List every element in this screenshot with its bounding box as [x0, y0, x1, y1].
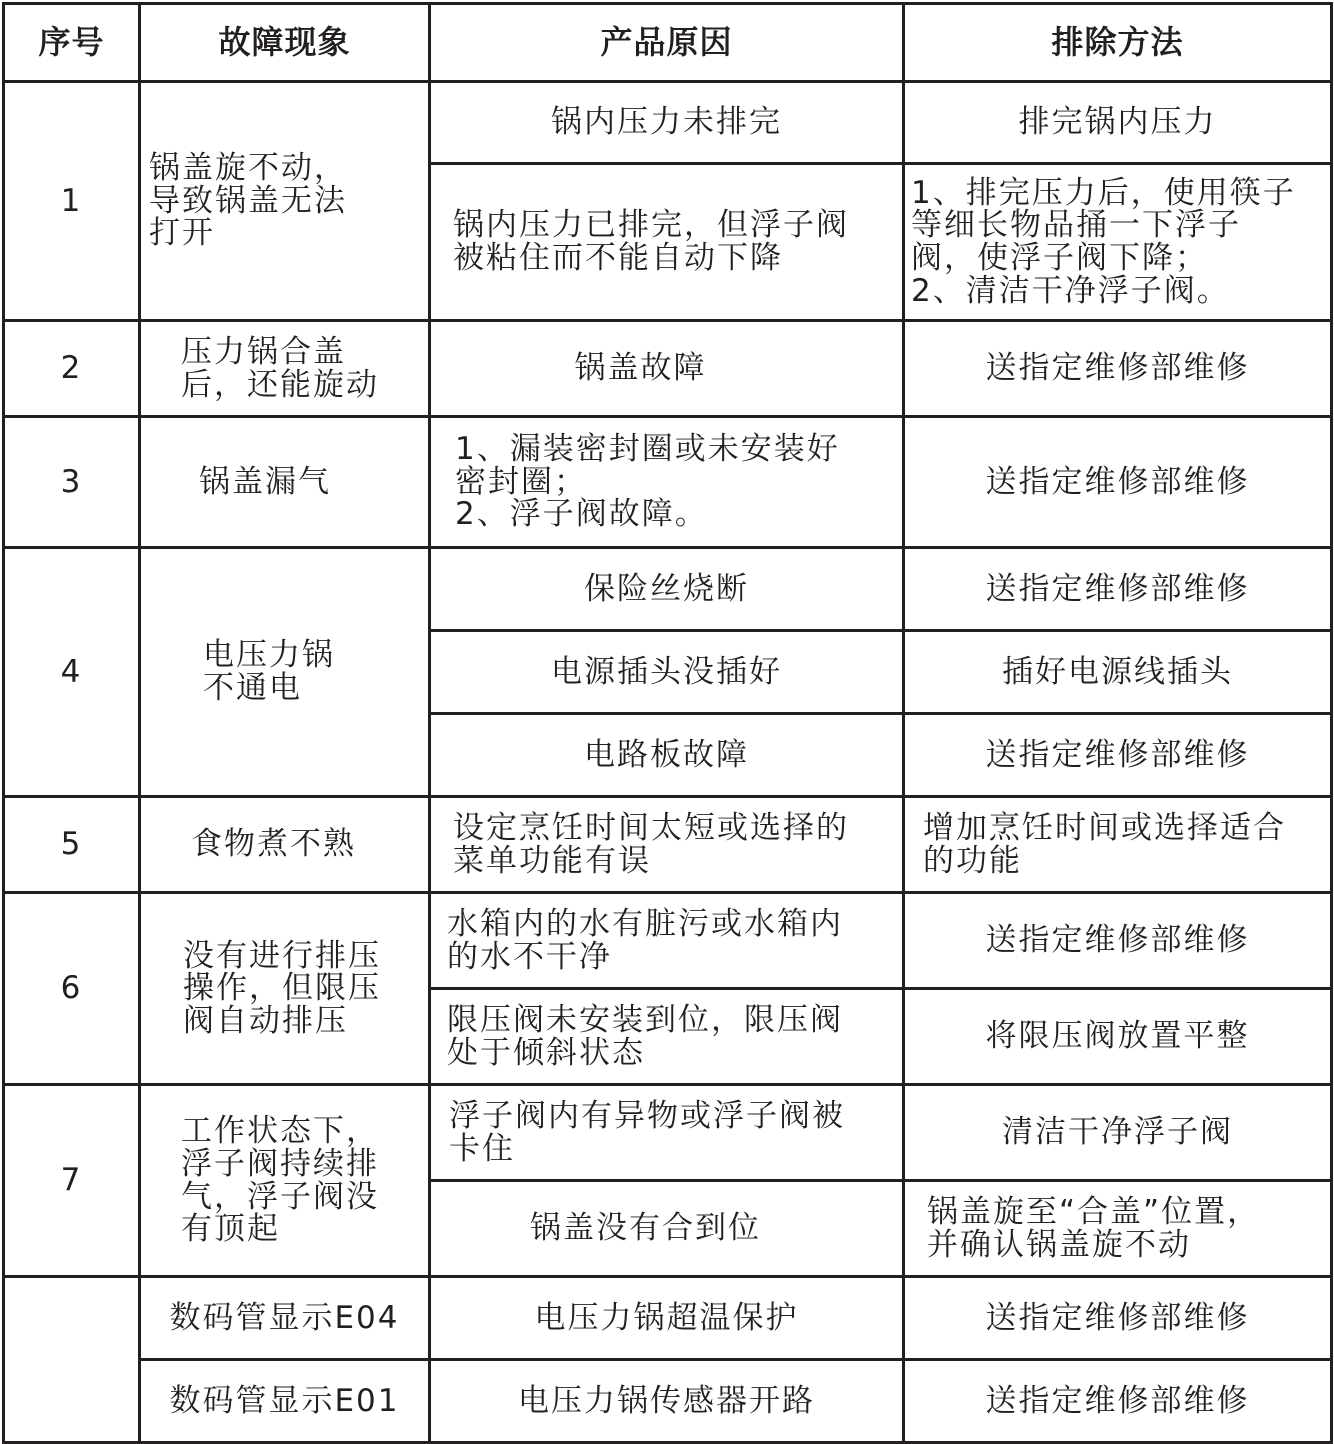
row-symptom: 电压力锅 不通电: [140, 548, 430, 797]
table-row: [4, 82, 1332, 164]
row-symptom: 数码管显示E01: [140, 1360, 430, 1443]
row-cause: 保险丝烧断: [430, 548, 904, 631]
row-index: 2: [4, 321, 140, 417]
row-remedy: 送指定维修部维修: [904, 548, 1332, 631]
row-symptom: 压力锅合盖 后，还能旋动: [140, 321, 430, 417]
troubleshooting-table: [2, 2, 1333, 1444]
row-cause: 水箱内的水有脏污或水箱内 的水不干净: [430, 893, 904, 989]
row-cause: 浮子阀内有异物或浮子阀被 卡住: [430, 1085, 904, 1181]
row-remedy: 送指定维修部维修: [904, 714, 1332, 797]
header-index: 序号: [4, 4, 140, 82]
header-cause: 产品原因: [430, 4, 904, 82]
row-remedy: 增加烹饪时间或选择适合 的功能: [904, 797, 1332, 893]
row-remedy: 送指定维修部维修: [904, 893, 1332, 989]
row-cause: 电压力锅传感器开路: [430, 1360, 904, 1443]
row-cause: 电压力锅超温保护: [430, 1277, 904, 1360]
row-index: 5: [4, 797, 140, 893]
row-remedy: 送指定维修部维修: [904, 417, 1332, 548]
row-remedy: 排完锅内压力: [904, 82, 1332, 164]
row-remedy: 送指定维修部维修: [904, 321, 1332, 417]
row-symptom: 食物煮不熟: [140, 797, 430, 893]
row-symptom: 数码管显示E04: [140, 1277, 430, 1360]
row-remedy: 1、排完压力后，使用筷子 等细长物品捅一下浮子 阀，使浮子阀下降； 2、清洁干净浮子阀。: [904, 164, 1332, 321]
row-symptom: 锅盖旋不动， 导致锅盖无法 打开: [140, 82, 430, 321]
row-remedy: 锅盖旋至“合盖”位置， 并确认锅盖旋不动: [904, 1181, 1332, 1277]
row-cause: 锅内压力未排完: [430, 82, 904, 164]
row-remedy: 送指定维修部维修: [904, 1360, 1332, 1443]
header-remedy: 排除方法: [904, 4, 1332, 82]
row-remedy: 清洁干净浮子阀: [904, 1085, 1332, 1181]
row-cause: 电路板故障: [430, 714, 904, 797]
row-index-empty: [4, 1277, 140, 1443]
table-row: [4, 548, 1332, 631]
row-cause: 1、漏装密封圈或未安装好 密封圈； 2、浮子阀故障。: [430, 417, 904, 548]
row-cause: 锅内压力已排完，但浮子阀 被粘住而不能自动下降: [430, 164, 904, 321]
table-row: [4, 1277, 1332, 1360]
table-row: [4, 417, 1332, 548]
row-symptom: 锅盖漏气: [140, 417, 430, 548]
row-cause: 设定烹饪时间太短或选择的 菜单功能有误: [430, 797, 904, 893]
row-symptom: 工作状态下， 浮子阀持续排 气，浮子阀没 有顶起: [140, 1085, 430, 1277]
row-index: 7: [4, 1085, 140, 1277]
row-index: 3: [4, 417, 140, 548]
header-symptom: 故障现象: [140, 4, 430, 82]
row-index: 6: [4, 893, 140, 1085]
row-index: 4: [4, 548, 140, 797]
table-row: [4, 321, 1332, 417]
table-row: [4, 1360, 1332, 1443]
row-cause: 限压阀未安装到位，限压阀 处于倾斜状态: [430, 989, 904, 1085]
row-cause: 电源插头没插好: [430, 631, 904, 714]
table-row: [4, 893, 1332, 989]
row-cause: 锅盖没有合到位: [430, 1181, 904, 1277]
row-remedy: 送指定维修部维修: [904, 1277, 1332, 1360]
row-remedy: 插好电源线插头: [904, 631, 1332, 714]
row-index: 1: [4, 82, 140, 321]
row-cause: 锅盖故障: [430, 321, 904, 417]
header-row: [4, 4, 1332, 82]
table-row: [4, 797, 1332, 893]
table-row: [4, 1085, 1332, 1181]
row-remedy: 将限压阀放置平整: [904, 989, 1332, 1085]
row-symptom: 没有进行排压 操作，但限压 阀自动排压: [140, 893, 430, 1085]
